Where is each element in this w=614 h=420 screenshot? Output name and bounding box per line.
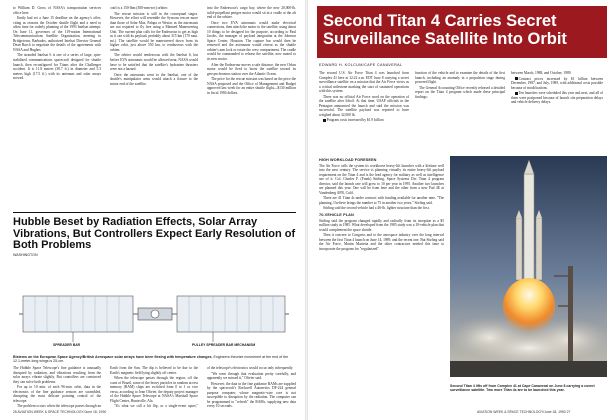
subhead-70-vehicle: 70-VEHICLE PLAN [319, 213, 354, 218]
paragraph: The General Accounting Office recently released a detailed report on the Titan 4 program which made these principal findings: [415, 85, 505, 99]
titan-column-3 [511, 71, 603, 151]
paragraph: The second U.S. Air Force Titan 4 was launched from Complex 41 here at 12:22 a.m. EDT June 8 carrying a secret surveillance satellite on a mission that the Air Force views as a critical milestone marking the start of sustained operations with this system. [319, 71, 409, 94]
figure-label-pulley: PULLEY SPREADER BAR MECHANISM [192, 343, 256, 347]
paragraph: However, the data in the fine guidance RAMs are supplied by the spacecraft's Rockwell Autonetics DF-224 general purpose computer, whose magnetic-wire core is not susceptible to disruption by the radiation. The computer can be programmed to "refresh" the RAMs, supplying new data every 10 seconds. [207, 381, 296, 408]
hubble-headline: Hubble Beset by Radiation Effects, Solar Array Vibrations, But Controllers Expect Early Resolution of Both Problems [13, 216, 296, 251]
top-column-1 [13, 6, 101, 206]
titan-lower-column [319, 156, 444, 406]
dateline: WASHINGTON [13, 253, 38, 257]
paragraph: Earth from the Sun. The dip is believed to be due to the Earth's magnetic field lying slightly off center. [110, 366, 198, 375]
paragraph: "It's what we call a bit flip, or a single-event upset," [114, 404, 198, 408]
paragraph: The stranded Intelsat 6 is one of a series of large, spin-stabilized communications spacecraft designed for shuttle launch, then reconfigured for Titans after the Challenger accident. It is 11.8 meters (38.7 ft.) in diameter and 5.3 meters high (17.5 ft.) with its antennas and solar arrays stowed. [13, 53, 101, 81]
right-page-footer: AVIATION WEEK & SPACE TECHNOLOGY/June 18, 1990 27 [477, 410, 571, 414]
paragraph: Stirling said the program changed rapidly and radically from its inception as a $5 million study in 1985. What developed from the 1985 study was a 10-vehicle plan that would complement the space shuttle. [319, 218, 444, 232]
paragraph: Emily had set a June 15 deadline on the agency's offer, citing as reasons the October shuttle flight and a need to allow time for orderly planning of the 1993 Intelsat attempt. On June 11, governors of the 119-nation International Telecommunications Satellite Organization, meeting in Bridgetown, Barbados, authorized Intelsat Director General Dean Burch to negotiate the details of the agreements with NASA and Hughes. [13, 16, 101, 52]
byline: EDWARD H. KOLCUM/CAPE CANAVERAL [319, 63, 403, 67]
caption-bold: Bistems on the European Space Agency/British Aerospace solar arrays have been flexing with temperature changes. [13, 355, 213, 359]
figure-caption [13, 355, 296, 364]
hubble-column-1 [13, 366, 101, 408]
paragraph: Then it concern to Congress and to the aerospace industry over the long interval between the first Titan 4 launch on June 14, 1989, and the recent one. But Stirling said the Air Force, Martin Marietta and the other contractors needed this time to incorporate the program for "regularized" [319, 233, 444, 251]
titan-column-2 [415, 71, 505, 151]
titan-launch-photo [450, 156, 607, 377]
paragraph: to William D. Gross of NASA's transportation services office here. [13, 6, 101, 15]
paragraph: The rescue mission is still in the conceptual stages. However, the effort will resemble the Syncom rescue more than those of Solar Max, Palapa or Westar, as the astronauts are not required to fly free using a Manned Maneuvering Unit. The current plan calls for the Endeavour to get as high as it can with its payload, probably about 315 km (170 naut. mi.). The satellite would be maneuvered down from its higher orbit, just above 550 km, to rendezvous with the orbiter. [110, 11, 198, 52]
paragraph: function of the vehicle and to examine the details of the first launch, including an anomaly in a propulsion stage during powered flight. [415, 71, 505, 85]
paragraph [511, 91, 603, 105]
paragraph: There was no official Air Force word on the operation of the satellite after liftoff. At that time, USAF officials in the Pentagon announced the launch and said the mission was successful. The satellite payload was reported to have weighed about 32,000 lb. [319, 94, 409, 117]
headline-banner [317, 6, 607, 58]
paragraph: into the Endeavour's cargo bay, where the new 20,000-lb. solid-propellant perigee motor would sit in a cradle at the aft end of the orbiter. [207, 6, 296, 20]
paragraph: The problem occurs when the telescope passes through an [17, 404, 101, 408]
hubble-column-3 [207, 366, 296, 408]
titan-headline: Second Titan 4 Carries Secret Surveillance Satellite Into Orbit [323, 12, 567, 48]
top-column-2 [110, 6, 198, 206]
paragraph: Once two EVA astronauts would make electrical connections, then attach the motor to the satellite, using about 10 things to be designed for the purpose, according to Paul Jacobs, the manager of payload integration at the Johnson Space Center, Houston. The capture bar would then be removed and the astronauts would retreat as the shuttle orbiter's arm lock or rotate the crew compartment. The cradle would be commanded to release the satellite, now mated to its new motor. [207, 20, 296, 62]
paragraph: After the Endeavour moves a safe distance, the new Orbus motor would be fired to boost the satellite toward its geosynchronous station over the Atlantic Ocean. [207, 62, 296, 76]
dateline-block [13, 253, 101, 271]
solar-array-diagram [13, 276, 296, 353]
section-divider [13, 212, 296, 213]
paragraph: of the telescope's electronics would occur only infrequently. [207, 366, 294, 370]
paragraph: The orbiter would rendezvous with the Intelsat 6, but before EVA astronauts would be allowed near, NASA would have to be satisfied that the satellite's hydrazine thrusters were not a hazard. [110, 53, 198, 72]
paragraph: There are 41 Titan 4s under contract with funding available for another nine. "The planning, I believe brings the number to 75 in another two years," Stirling said. [319, 196, 444, 205]
paragraph [319, 118, 409, 123]
paragraph: Stirling said the second vehicle had a 46-lb. lighter structure than the first. [323, 206, 430, 211]
paragraph: The Air Force calls the system its workhorse heavy-lift launcher with a lifetime well into the next century. The service is planning virtually its entire heavy-lift payload requirement on the Titan 4 and is the lead agency for military as well as intelligence use of it. Col. Charles F. (Frank) Stirling, Space Systems Div. Titan 4 program director, said the launch rate will grow to 10 per year in 1995. Another two launches are planned this year. One will be from here and the other from a new Pad 4E at Vandenberg AFB, Calif. [319, 163, 444, 195]
titan-column-1 [319, 71, 409, 151]
paragraph: The Hubble Space Telescope's fine guidance is unusually disrupted by radiation, and vibrations resulting from the solar arrays vibrate slightly. But controllers are convinced they can solve both problems. [13, 366, 101, 384]
figure-label-spreader-bar: SPREADER BAR [53, 343, 81, 347]
bullet-text: Ten launches were scheduled this year and next, and all of them were postponed because of launch site preparation delays and vehicle delivery delays. [511, 91, 603, 105]
bullet-icon [515, 77, 518, 80]
bullet-text: Program costs increased by $1.9 billion [326, 118, 384, 123]
paragraph: The price for the rescue mission was based on the price the NASA proposed and the Office of Management and Budget approved last week for an entire shuttle flight—$130 million in fiscal 1984 dollars. [207, 77, 296, 95]
paragraph: "We went through that evaluation pretty carefully, and apparently we missed it," Olivier said. [207, 371, 296, 381]
paragraph: When the telescope passes through the region, off the coast of Brazil, some of the heavy particles in random access memory (RAM) chips are switched from 0 to 1 or vice versa, according to Jean Olivier, the deputy project manager of the Hubble Space Telescope at NASA's Marshall Space Flight Center, Huntsville, Ala. [110, 376, 198, 403]
paragraph: Once the astronauts went to the Intelsat, one of the shuttle's manipulator arms would attach a fixture to the motor end of the satellite. [110, 72, 198, 86]
hubble-column-2 [110, 366, 198, 408]
paragraph: between March, 1988, and October, 1989. [511, 71, 572, 75]
top-column-3 [207, 6, 296, 206]
left-page-footer: 26 AVIATION WEEK & SPACE TECHNOLOGY/June 18, 1990 [13, 410, 107, 414]
photo-caption: Second Titan 4 lifts off from Complex 41 at Cape Canaveral on June 8 carrying a covert surveillance satellite. Two more Titan 4s are to be launched this year. [450, 384, 595, 393]
right-page [307, 0, 614, 420]
bullet-text: Contract prices increased by $1 billion between December, 1987, and July, 1989, with additional costs possible because of modifications. [511, 76, 603, 90]
bullet-icon [323, 119, 326, 122]
paragraph: For up to 10 min. of each 96-min. orbit, data in the electronics of the fine guidance sensors are scrambled, disrupting the most delicate pointing control of the telescope. [13, 385, 101, 403]
paragraph [511, 77, 603, 91]
caption-rest: Engineers theorize movement at the end of the 12.1-meter-long wings is 25-cm. [13, 355, 289, 364]
bullet-icon [515, 92, 518, 95]
paragraph: craft is a 150-lbm (300-mm-sec) orbiter. [110, 6, 168, 10]
subhead-high-workload: HIGH WORKLOAD FORESEEN [319, 158, 377, 162]
